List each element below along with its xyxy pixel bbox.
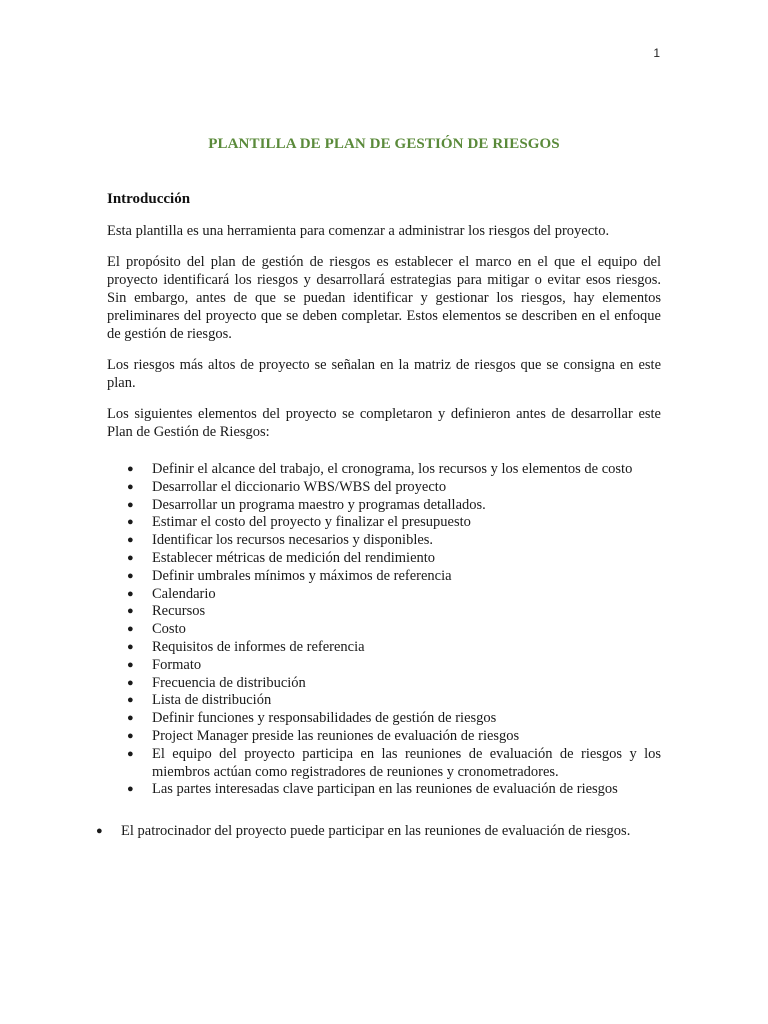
outer-list-item <box>96 822 676 840</box>
paragraph: Esta plantilla es una herramienta para comenzar a administrar los riesgos del proyecto. <box>107 223 610 239</box>
list-item-text: Frecuencia de distribución <box>152 674 306 691</box>
bullet-icon: ● <box>127 640 134 653</box>
list-item <box>107 497 661 515</box>
list-item-text: Definir funciones y responsabilidades de gestión de riesgos <box>152 710 497 727</box>
bullet-icon: ● <box>127 534 134 547</box>
bullet-icon: ● <box>96 825 103 837</box>
bullet-icon: ● <box>127 712 134 725</box>
list-item <box>107 621 661 639</box>
list-item-text: El patrocinador del proyecto puede participar en las reuniones de evaluación de riesgos. <box>121 823 631 839</box>
list-item-text: Formato <box>152 656 202 673</box>
bullet-icon: ● <box>127 587 134 600</box>
list-item-text: Recursos <box>152 603 206 620</box>
list-item-text: Costo <box>152 621 186 638</box>
list-item-text: Requisitos de informes de referencia <box>152 638 365 655</box>
list-item <box>107 657 661 675</box>
list-item-text: Calendario <box>152 585 216 602</box>
list-item-text: Definir umbrales mínimos y máximos de referencia <box>152 567 452 584</box>
list-item <box>107 586 661 604</box>
list-item <box>107 639 661 657</box>
list-item-text: El equipo del proyecto participa en las reuniones de evaluación de riesgos y los miembros actúan como registradores de reuniones y cronometradores. <box>152 745 661 780</box>
bullet-icon: ● <box>127 569 134 582</box>
bullet-icon: ● <box>127 623 134 636</box>
document-body <box>107 190 661 799</box>
bullet-icon: ● <box>127 480 134 493</box>
paragraph: El propósito del plan de gestión de riesgos es establecer el marco en el que el equipo del proyecto identificará los riesgos y desarrollará estrategias para mitigar o evitar esos riesgos. Sin embargo, antes de que se puedan identificar y gestionar los riesgos, hay elementos preliminares del proyecto que se deben completar. Estos elementos se describen en el enfoque de gestión de riesgos. <box>107 254 661 342</box>
bullet-icon: ● <box>127 658 134 671</box>
bullet-icon: ● <box>127 498 134 511</box>
list-item <box>107 461 661 479</box>
list-item-text: Desarrollar un programa maestro y programas detallados. <box>152 496 486 513</box>
bullet-icon: ● <box>127 729 134 742</box>
list-item <box>107 781 661 799</box>
bullet-icon: ● <box>127 463 134 475</box>
list-item-text: Establecer métricas de medición del rendimiento <box>152 549 436 566</box>
list-item <box>107 550 661 568</box>
list-item <box>107 728 661 746</box>
bullet-icon: ● <box>127 516 134 529</box>
list-item-text: Estimar el costo del proyecto y finalizar el presupuesto <box>152 514 471 531</box>
list-item-text: Identificar los recursos necesarios y disponibles. <box>152 532 434 549</box>
bullet-icon: ● <box>127 551 134 564</box>
page-number: 1 <box>653 46 660 60</box>
bullet-icon: ● <box>127 747 134 760</box>
bullet-icon: ● <box>127 783 134 796</box>
list-item-text: Definir el alcance del trabajo, el cronograma, los recursos y los elementos de costo <box>152 461 633 477</box>
list-item <box>107 479 661 497</box>
document-title: PLANTILLA DE PLAN DE GESTIÓN DE RIESGOS <box>208 136 560 152</box>
bullet-list <box>107 461 661 799</box>
section-heading-introduccion: Introducción <box>107 191 191 207</box>
bullet-icon: ● <box>127 676 134 689</box>
list-item-text: Las partes interesadas clave participan en las reuniones de evaluación de riesgos <box>152 781 618 798</box>
list-item <box>107 746 661 782</box>
list-item <box>107 514 661 532</box>
paragraph: Los riesgos más altos de proyecto se señalan en la matriz de riesgos que se consigna en este plan. <box>107 357 661 391</box>
bullet-icon: ● <box>127 694 134 707</box>
bullet-icon: ● <box>127 605 134 618</box>
list-item-text: Project Manager preside las reuniones de evaluación de riesgos <box>152 727 520 744</box>
list-item-text: Lista de distribución <box>152 692 272 709</box>
list-item <box>107 603 661 621</box>
list-item <box>107 532 661 550</box>
list-item <box>107 692 661 710</box>
list-item <box>107 710 661 728</box>
list-item-text: Desarrollar el diccionario WBS/WBS del proyecto <box>152 478 447 495</box>
list-item <box>107 568 661 586</box>
paragraph: Los siguientes elementos del proyecto se completaron y definieron antes de desarrollar este Plan de Gestión de Riesgos: <box>107 406 661 440</box>
list-item <box>107 675 661 693</box>
